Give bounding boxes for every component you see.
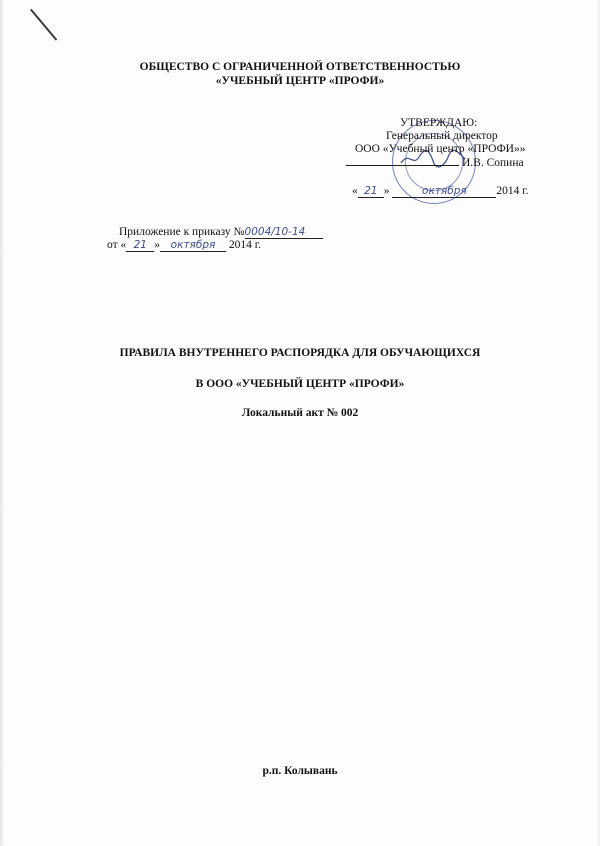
city-name: р.п. Колывань <box>262 765 338 777</box>
approval-signature-line <box>346 157 524 169</box>
org-name-line2: «УЧЕБНЫЙ ЦЕНТР «ПРОФИ» <box>215 75 385 87</box>
document-title-line1: ПРАВИЛА ВНУТРЕННЕГО РАСПОРЯДКА ДЛЯ ОБУЧАЮЩИХСЯ <box>119 347 481 359</box>
order-date-day: 21 <box>126 239 154 252</box>
approval-date-year: 2014 г. <box>496 185 529 197</box>
order-number-line <box>119 226 323 239</box>
approval-date-quote-close: » <box>383 185 390 197</box>
approval-organization: ООО «Учебный центр «ПРОФИ»» <box>355 143 526 155</box>
approval-date-quote-open: « <box>352 185 358 197</box>
pen-mark-icon <box>30 9 57 41</box>
org-name-line1: ОБЩЕСТВО С ОГРАНИЧЕННОЙ ОТВЕТСТВЕННОСТЬЮ <box>139 61 461 73</box>
order-date-year: 2014 г. <box>228 239 262 251</box>
approval-signer: И.В. Сопина <box>462 157 524 169</box>
order-number: 0004/10-14 <box>245 226 323 239</box>
approval-date-month: октября <box>392 185 496 198</box>
order-prefix: Приложение к приказу № <box>119 226 245 238</box>
approval-position: Генеральный директор <box>386 130 498 142</box>
local-act-number: Локальный акт № 002 <box>241 407 359 419</box>
order-date-month: октября <box>160 239 226 252</box>
scan-edge-left <box>0 0 4 846</box>
signature-blank <box>346 165 459 166</box>
order-date-prefix: от « <box>107 239 127 251</box>
document-title-line2: В ООО «УЧЕБНЫЙ ЦЕНТР «ПРОФИ» <box>195 378 405 390</box>
order-date-line <box>107 239 261 252</box>
approval-date-day: 21 <box>358 185 384 198</box>
approval-title: УТВЕРЖДАЮ: <box>400 117 478 129</box>
order-date-quote-close: » <box>154 239 160 251</box>
approval-date <box>352 185 529 198</box>
